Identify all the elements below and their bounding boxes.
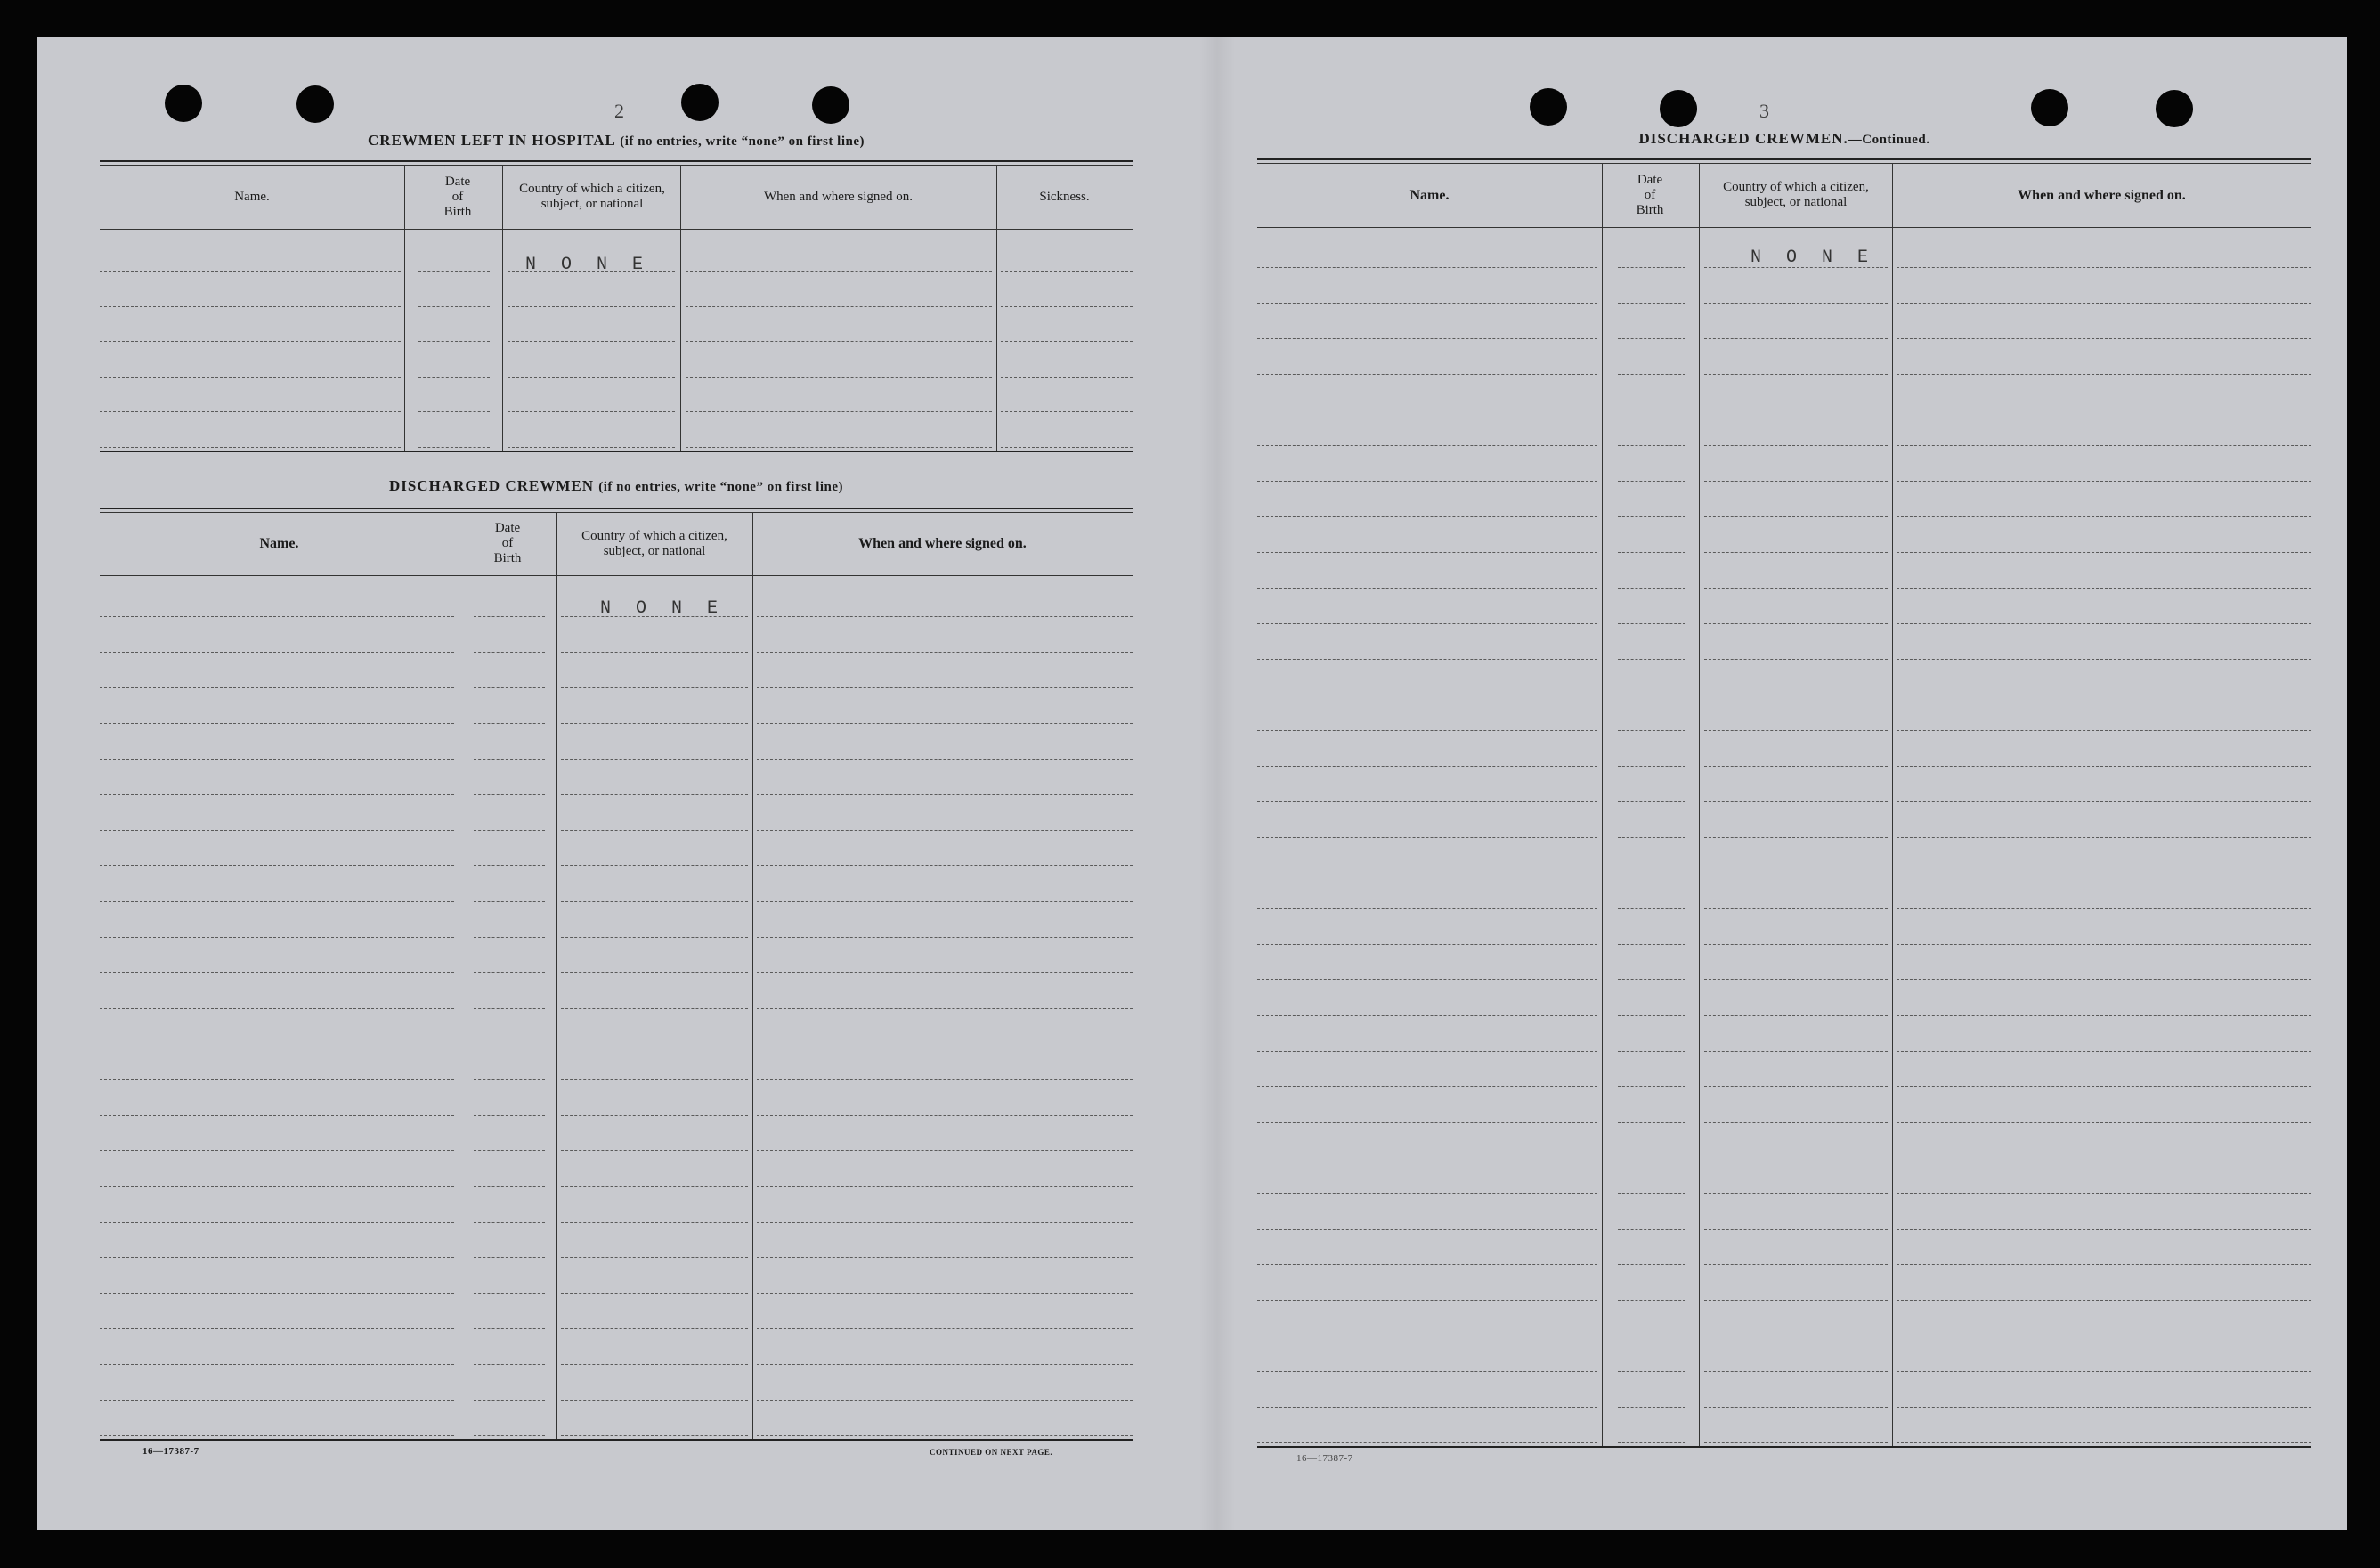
dotted-ruling-line: [1618, 801, 1685, 802]
table-rule: [100, 508, 1133, 509]
continued-note: CONTINUED ON NEXT PAGE.: [930, 1448, 1053, 1457]
dotted-ruling-line: [757, 972, 1133, 973]
dotted-ruling-line: [757, 1115, 1133, 1116]
dotted-ruling-line: [1704, 267, 1888, 268]
dotted-ruling-line: [100, 306, 401, 307]
column-divider: [1602, 163, 1603, 1446]
dotted-ruling-line: [1618, 1407, 1685, 1408]
dotted-ruling-line: [561, 1115, 748, 1116]
col-header-country: Country of which a citizen, subject, or national: [1723, 180, 1869, 209]
dotted-ruling-line: [100, 901, 454, 902]
dotted-ruling-line: [1257, 979, 1597, 980]
punch-hole: [812, 86, 849, 124]
dotted-ruling-line: [1257, 1193, 1597, 1194]
dotted-ruling-line: [686, 306, 992, 307]
dotted-ruling-line: [508, 271, 675, 272]
dotted-ruling-line: [1618, 1442, 1685, 1443]
dotted-ruling-line: [100, 723, 454, 724]
header-rule: [100, 229, 1133, 230]
dotted-ruling-line: [561, 1435, 748, 1436]
dotted-ruling-line: [757, 1008, 1133, 1009]
dotted-ruling-line: [561, 937, 748, 938]
dotted-ruling-line: [561, 652, 748, 653]
dotted-ruling-line: [686, 377, 992, 378]
dotted-ruling-line: [1257, 1122, 1597, 1123]
dotted-ruling-line: [474, 865, 545, 866]
dotted-ruling-line: [474, 1079, 545, 1080]
column-divider: [1892, 163, 1893, 1446]
dotted-ruling-line: [1897, 303, 2311, 304]
dotted-ruling-line: [474, 1328, 545, 1329]
dotted-ruling-line: [1897, 659, 2311, 660]
dotted-ruling-line: [561, 865, 748, 866]
dotted-ruling-line: [1257, 837, 1597, 838]
col-header-signed-on: When and where signed on.: [763, 189, 914, 204]
dotted-ruling-line: [100, 652, 454, 653]
dotted-ruling-line: [1257, 944, 1597, 945]
dotted-ruling-line: [686, 411, 992, 412]
dotted-ruling-line: [1897, 1229, 2311, 1230]
dotted-ruling-line: [1897, 979, 2311, 980]
dotted-ruling-line: [100, 1293, 454, 1294]
dotted-ruling-line: [474, 723, 545, 724]
dotted-ruling-line: [1618, 1264, 1685, 1265]
dotted-ruling-line: [757, 723, 1133, 724]
table-rule: [100, 165, 1133, 166]
dotted-ruling-line: [1897, 552, 2311, 553]
dotted-ruling-line: [1618, 1300, 1685, 1301]
dotted-ruling-line: [1618, 303, 1685, 304]
table-bottom-rule: [100, 451, 1133, 452]
punch-hole: [2156, 90, 2193, 127]
dotted-ruling-line: [1257, 801, 1597, 802]
dotted-ruling-line: [1897, 908, 2311, 909]
dotted-ruling-line: [686, 341, 992, 342]
dotted-ruling-line: [1897, 1442, 2311, 1443]
dotted-ruling-line: [1257, 1229, 1597, 1230]
continued-title-text: DISCHARGED CREWMEN.: [1638, 130, 1848, 147]
dotted-ruling-line: [1704, 623, 1888, 624]
dotted-ruling-line: [1704, 516, 1888, 517]
dotted-ruling-line: [1618, 908, 1685, 909]
dotted-ruling-line: [474, 937, 545, 938]
dotted-ruling-line: [474, 1364, 545, 1365]
dotted-ruling-line: [474, 1008, 545, 1009]
page-fold: [1199, 37, 1235, 1530]
dotted-ruling-line: [1618, 1086, 1685, 1087]
punch-hole: [2031, 89, 2068, 126]
dotted-ruling-line: [561, 1293, 748, 1294]
table-bottom-rule: [100, 1439, 1133, 1441]
dotted-ruling-line: [1257, 1264, 1597, 1265]
dotted-ruling-line: [1704, 1300, 1888, 1301]
dotted-ruling-line: [561, 759, 748, 760]
dotted-ruling-line: [561, 1257, 748, 1258]
dotted-ruling-line: [474, 687, 545, 688]
dotted-ruling-line: [474, 1435, 545, 1436]
dotted-ruling-line: [1618, 1122, 1685, 1123]
dotted-ruling-line: [418, 447, 490, 448]
form-number-left: 16—17387-7: [142, 1446, 199, 1457]
dotted-ruling-line: [100, 447, 401, 448]
dotted-ruling-line: [474, 972, 545, 973]
dotted-ruling-line: [1257, 1442, 1597, 1443]
punch-hole: [1660, 90, 1697, 127]
dotted-ruling-line: [1704, 338, 1888, 339]
dotted-ruling-line: [100, 1008, 454, 1009]
dotted-ruling-line: [561, 687, 748, 688]
dotted-ruling-line: [1704, 730, 1888, 731]
dotted-ruling-line: [1257, 1300, 1597, 1301]
dotted-ruling-line: [418, 341, 490, 342]
dotted-ruling-line: [508, 341, 675, 342]
dotted-ruling-line: [1704, 1407, 1888, 1408]
dotted-ruling-line: [1897, 944, 2311, 945]
punch-hole: [165, 85, 202, 122]
dotted-ruling-line: [1897, 766, 2311, 767]
dotted-ruling-line: [1257, 516, 1597, 517]
dotted-ruling-line: [474, 1150, 545, 1151]
dotted-ruling-line: [1704, 837, 1888, 838]
dotted-ruling-line: [1897, 445, 2311, 446]
dotted-ruling-line: [1618, 1015, 1685, 1016]
dotted-ruling-line: [508, 377, 675, 378]
dotted-ruling-line: [1257, 338, 1597, 339]
dotted-ruling-line: [561, 1222, 748, 1223]
dotted-ruling-line: [1704, 801, 1888, 802]
discharged-section-title: [100, 477, 1133, 495]
dotted-ruling-line: [1704, 1015, 1888, 1016]
dotted-ruling-line: [100, 865, 454, 866]
dotted-ruling-line: [1704, 979, 1888, 980]
dotted-ruling-line: [100, 411, 401, 412]
dotted-ruling-line: [561, 794, 748, 795]
dotted-ruling-line: [1001, 306, 1133, 307]
dotted-ruling-line: [418, 411, 490, 412]
dotted-ruling-line: [1704, 1442, 1888, 1443]
dotted-ruling-line: [561, 616, 748, 617]
dotted-ruling-line: [757, 616, 1133, 617]
dotted-ruling-line: [686, 271, 992, 272]
dotted-ruling-line: [757, 1364, 1133, 1365]
punch-hole: [296, 85, 334, 123]
dotted-ruling-line: [1618, 338, 1685, 339]
dotted-ruling-line: [1897, 374, 2311, 375]
table-rule: [100, 160, 1133, 162]
dotted-ruling-line: [418, 306, 490, 307]
dotted-ruling-line: [757, 794, 1133, 795]
header-rule: [100, 575, 1133, 576]
dotted-ruling-line: [757, 652, 1133, 653]
discharged-title-text: DISCHARGED CREWMEN: [388, 477, 594, 494]
dotted-ruling-line: [1618, 979, 1685, 980]
dotted-ruling-line: [474, 830, 545, 831]
dotted-ruling-line: [1618, 481, 1685, 482]
dotted-ruling-line: [686, 447, 992, 448]
dotted-ruling-line: [100, 1400, 454, 1401]
dotted-ruling-line: [1001, 411, 1133, 412]
col-header-signed-on: When and where signed on.: [858, 536, 1027, 551]
col-header-date-of-birth: Date of Birth: [443, 174, 472, 219]
dotted-ruling-line: [1001, 377, 1133, 378]
dotted-ruling-line: [100, 1115, 454, 1116]
dotted-ruling-line: [1257, 303, 1597, 304]
dotted-ruling-line: [1897, 1015, 2311, 1016]
dotted-ruling-line: [100, 377, 401, 378]
column-divider: [752, 512, 753, 1439]
column-divider: [404, 165, 405, 451]
hospital-title-note: (if no entries, write “none” on first line): [620, 134, 865, 149]
dotted-ruling-line: [561, 1328, 748, 1329]
dotted-ruling-line: [1618, 374, 1685, 375]
dotted-ruling-line: [508, 411, 675, 412]
dotted-ruling-line: [1704, 588, 1888, 589]
col-header-country: Country of which a citizen, subject, or national: [581, 528, 727, 558]
hospital-title-text: CREWMEN LEFT IN HOSPITAL: [368, 132, 615, 149]
col-header-signed-on: When and where signed on.: [2018, 187, 2186, 203]
dotted-ruling-line: [1704, 1229, 1888, 1230]
dotted-ruling-line: [100, 1150, 454, 1151]
form-number-right: 16—17387-7: [1296, 1453, 1353, 1464]
table-rule: [100, 512, 1133, 513]
col-header-date-of-birth: Date of Birth: [493, 521, 522, 565]
dotted-ruling-line: [757, 1400, 1133, 1401]
dotted-ruling-line: [1618, 766, 1685, 767]
dotted-ruling-line: [1704, 1051, 1888, 1052]
column-divider: [502, 165, 503, 451]
dotted-ruling-line: [1897, 481, 2311, 482]
dotted-ruling-line: [1257, 267, 1597, 268]
dotted-ruling-line: [561, 1186, 748, 1187]
dotted-ruling-line: [1704, 1122, 1888, 1123]
page-number-right: 3: [1759, 100, 1769, 122]
dotted-ruling-line: [1897, 1407, 2311, 1408]
dotted-ruling-line: [1704, 766, 1888, 767]
col-header-name: Name.: [259, 536, 299, 551]
dotted-ruling-line: [561, 1008, 748, 1009]
dotted-ruling-line: [100, 616, 454, 617]
dotted-ruling-line: [561, 1400, 748, 1401]
table-rule: [1257, 158, 2311, 160]
dotted-ruling-line: [1618, 837, 1685, 838]
dotted-ruling-line: [1257, 730, 1597, 731]
dotted-ruling-line: [100, 937, 454, 938]
dotted-ruling-line: [474, 1257, 545, 1258]
dotted-ruling-line: [1704, 445, 1888, 446]
dotted-ruling-line: [1704, 374, 1888, 375]
dotted-ruling-line: [1257, 552, 1597, 553]
dotted-ruling-line: [1704, 944, 1888, 945]
dotted-ruling-line: [1618, 623, 1685, 624]
hospital-section-title: [100, 132, 1133, 150]
dotted-ruling-line: [757, 830, 1133, 831]
dotted-ruling-line: [1618, 445, 1685, 446]
dotted-ruling-line: [474, 1400, 545, 1401]
dotted-ruling-line: [100, 759, 454, 760]
dotted-ruling-line: [1897, 1193, 2311, 1194]
dotted-ruling-line: [757, 1186, 1133, 1187]
dotted-ruling-line: [474, 901, 545, 902]
dotted-ruling-line: [474, 616, 545, 617]
dotted-ruling-line: [1257, 1051, 1597, 1052]
dotted-ruling-line: [561, 1079, 748, 1080]
punch-hole: [1530, 88, 1567, 126]
dotted-ruling-line: [1618, 1229, 1685, 1230]
dotted-ruling-line: [561, 972, 748, 973]
dotted-ruling-line: [1897, 730, 2311, 731]
dotted-ruling-line: [100, 1364, 454, 1365]
dotted-ruling-line: [1897, 1086, 2311, 1087]
dotted-ruling-line: [757, 1222, 1133, 1223]
dotted-ruling-line: [1257, 659, 1597, 660]
entry-none: N O N E: [600, 598, 726, 619]
dotted-ruling-line: [757, 865, 1133, 866]
col-header-country: Country of which a citizen, subject, or national: [519, 182, 665, 211]
dotted-ruling-line: [1257, 1086, 1597, 1087]
dotted-ruling-line: [1897, 1051, 2311, 1052]
dotted-ruling-line: [474, 1293, 545, 1294]
document-spread: [37, 37, 2347, 1530]
dotted-ruling-line: [1618, 267, 1685, 268]
dotted-ruling-line: [1257, 481, 1597, 482]
dotted-ruling-line: [1704, 552, 1888, 553]
dotted-ruling-line: [1618, 588, 1685, 589]
dotted-ruling-line: [1704, 659, 1888, 660]
dotted-ruling-line: [100, 1079, 454, 1080]
dotted-ruling-line: [561, 1150, 748, 1151]
column-divider: [556, 512, 557, 1439]
dotted-ruling-line: [1618, 730, 1685, 731]
dotted-ruling-line: [1257, 623, 1597, 624]
dotted-ruling-line: [1257, 445, 1597, 446]
dotted-ruling-line: [100, 1328, 454, 1329]
dotted-ruling-line: [1618, 552, 1685, 553]
dotted-ruling-line: [1897, 588, 2311, 589]
dotted-ruling-line: [1897, 267, 2311, 268]
dotted-ruling-line: [1704, 303, 1888, 304]
dotted-ruling-line: [561, 1364, 748, 1365]
dotted-ruling-line: [757, 759, 1133, 760]
dotted-ruling-line: [1618, 659, 1685, 660]
dotted-ruling-line: [757, 1293, 1133, 1294]
dotted-ruling-line: [100, 1257, 454, 1258]
dotted-ruling-line: [474, 1222, 545, 1223]
col-header-name: Name.: [1409, 187, 1450, 203]
dotted-ruling-line: [1897, 1300, 2311, 1301]
dotted-ruling-line: [757, 687, 1133, 688]
dotted-ruling-line: [1618, 944, 1685, 945]
continued-title-suffix: —Continued.: [1848, 133, 1930, 147]
dotted-ruling-line: [1257, 1015, 1597, 1016]
col-header-name: Name.: [234, 189, 270, 204]
dotted-ruling-line: [508, 306, 675, 307]
punch-hole: [681, 84, 719, 121]
dotted-ruling-line: [1897, 338, 2311, 339]
dotted-ruling-line: [508, 447, 675, 448]
dotted-ruling-line: [757, 1435, 1133, 1436]
dotted-ruling-line: [1897, 623, 2311, 624]
dotted-ruling-line: [757, 1079, 1133, 1080]
dotted-ruling-line: [1257, 374, 1597, 375]
dotted-ruling-line: [1257, 766, 1597, 767]
continued-section-title: [1257, 130, 2311, 148]
dotted-ruling-line: [1897, 1122, 2311, 1123]
dotted-ruling-line: [100, 687, 454, 688]
dotted-ruling-line: [474, 652, 545, 653]
dotted-ruling-line: [757, 937, 1133, 938]
col-header-date-of-birth: Date of Birth: [1636, 172, 1664, 217]
dotted-ruling-line: [100, 1435, 454, 1436]
dotted-ruling-line: [1001, 447, 1133, 448]
dotted-ruling-line: [418, 271, 490, 272]
dotted-ruling-line: [1897, 1371, 2311, 1372]
dotted-ruling-line: [1618, 1051, 1685, 1052]
dotted-ruling-line: [1618, 1371, 1685, 1372]
dotted-ruling-line: [100, 972, 454, 973]
dotted-ruling-line: [1257, 1407, 1597, 1408]
dotted-ruling-line: [561, 830, 748, 831]
column-divider: [1699, 163, 1700, 1446]
dotted-ruling-line: [100, 830, 454, 831]
dotted-ruling-line: [757, 901, 1133, 902]
discharged-title-note: (if no entries, write “none” on first line): [598, 480, 844, 494]
dotted-ruling-line: [100, 794, 454, 795]
dotted-ruling-line: [1897, 837, 2311, 838]
dotted-ruling-line: [100, 271, 401, 272]
dotted-ruling-line: [100, 1186, 454, 1187]
dotted-ruling-line: [1001, 271, 1133, 272]
dotted-ruling-line: [474, 1115, 545, 1116]
dotted-ruling-line: [1257, 1371, 1597, 1372]
entry-none: N O N E: [1750, 248, 1876, 268]
dotted-ruling-line: [757, 1328, 1133, 1329]
dotted-ruling-line: [1257, 908, 1597, 909]
dotted-ruling-line: [1704, 1264, 1888, 1265]
dotted-ruling-line: [1704, 481, 1888, 482]
header-rule: [1257, 227, 2311, 228]
dotted-ruling-line: [1001, 341, 1133, 342]
dotted-ruling-line: [474, 794, 545, 795]
dotted-ruling-line: [1897, 1264, 2311, 1265]
dotted-ruling-line: [1704, 1086, 1888, 1087]
dotted-ruling-line: [1618, 516, 1685, 517]
dotted-ruling-line: [757, 1150, 1133, 1151]
dotted-ruling-line: [474, 1186, 545, 1187]
dotted-ruling-line: [1704, 908, 1888, 909]
dotted-ruling-line: [1704, 1193, 1888, 1194]
dotted-ruling-line: [418, 377, 490, 378]
dotted-ruling-line: [1257, 588, 1597, 589]
page-number-left: 2: [614, 100, 624, 122]
dotted-ruling-line: [1704, 1371, 1888, 1372]
dotted-ruling-line: [100, 1222, 454, 1223]
dotted-ruling-line: [1618, 1193, 1685, 1194]
dotted-ruling-line: [561, 901, 748, 902]
table-rule: [1257, 163, 2311, 164]
dotted-ruling-line: [100, 341, 401, 342]
dotted-ruling-line: [1897, 516, 2311, 517]
dotted-ruling-line: [757, 1257, 1133, 1258]
entry-none: N O N E: [525, 255, 651, 275]
dotted-ruling-line: [561, 723, 748, 724]
dotted-ruling-line: [474, 759, 545, 760]
table-bottom-rule: [1257, 1446, 2311, 1448]
dotted-ruling-line: [1897, 801, 2311, 802]
col-header-sickness: Sickness.: [1039, 189, 1090, 204]
